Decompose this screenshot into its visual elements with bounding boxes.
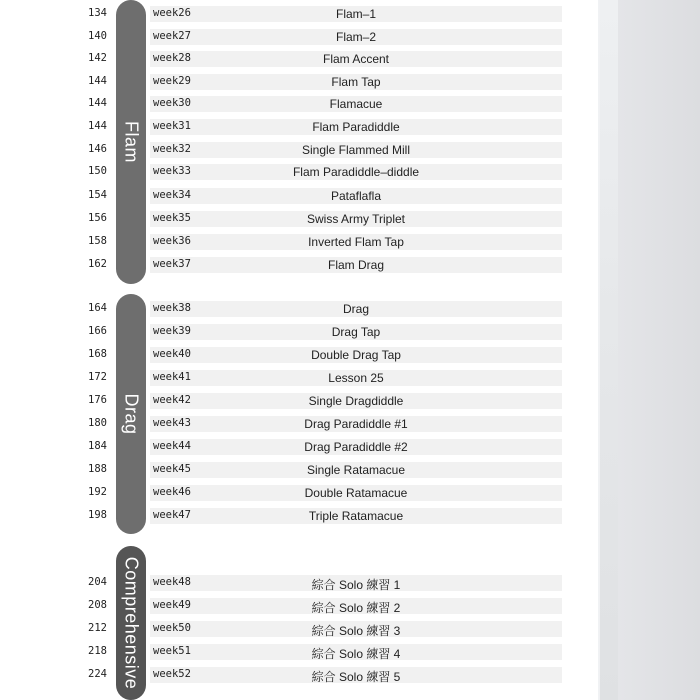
toc-row [0, 460, 598, 480]
lesson-title: Double Drag Tap [311, 348, 401, 362]
page-number: 154 [88, 189, 107, 201]
lesson-title: Flam Drag [327, 258, 384, 272]
week-label: week33 [153, 165, 191, 177]
toc-row [0, 232, 598, 252]
page-number: 134 [88, 7, 107, 19]
week-label: week28 [153, 52, 191, 64]
page-number: 188 [88, 463, 107, 475]
lesson-title: Flam Paradiddle–diddle [292, 165, 420, 179]
week-label: week39 [153, 325, 191, 337]
week-label: week51 [153, 645, 191, 657]
page-number: 162 [88, 258, 107, 270]
page-number: 158 [88, 235, 107, 247]
week-label: week31 [153, 120, 191, 132]
lesson-title: Single Flammed Mill [301, 143, 411, 157]
week-label: week45 [153, 463, 191, 475]
page-edge-strip [600, 0, 618, 700]
week-label: week46 [153, 486, 191, 498]
week-label: week38 [153, 302, 191, 314]
toc-row [0, 117, 598, 137]
page-number: 224 [88, 668, 107, 680]
lesson-title: Flamacue [329, 97, 383, 111]
toc-row [0, 391, 598, 411]
toc-row [0, 642, 598, 662]
week-label: week44 [153, 440, 191, 452]
page-number: 164 [88, 302, 107, 314]
toc-row [0, 209, 598, 229]
page-number: 208 [88, 599, 107, 611]
week-label: week36 [153, 235, 191, 247]
lesson-title: Flam–2 [335, 30, 376, 44]
week-label: week47 [153, 509, 191, 521]
toc-row [0, 49, 598, 69]
page-number: 172 [88, 371, 107, 383]
lesson-title: Triple Ratamacue [308, 509, 404, 523]
lesson-title: Flam Accent [322, 52, 390, 66]
lesson-title: Single Ratamacue [306, 463, 406, 477]
lesson-title: Single Dragdiddle [308, 394, 404, 408]
lesson-title: Flam Tap [331, 75, 381, 89]
lesson-title: Flam–1 [335, 7, 376, 21]
toc-row [0, 4, 598, 24]
page-edge-shadow [598, 0, 700, 700]
toc-row [0, 619, 598, 639]
toc-row [0, 414, 598, 434]
page-number: 176 [88, 394, 107, 406]
lesson-title: 綜合 Solo 練習 1 [311, 578, 401, 592]
lesson-title: 綜合 Solo 練習 4 [311, 647, 401, 661]
page-number: 144 [88, 75, 107, 87]
toc-row [0, 162, 598, 182]
week-label: week26 [153, 7, 191, 19]
lesson-title: 綜合 Solo 練習 3 [311, 624, 401, 638]
toc-row [0, 573, 598, 593]
toc-row [0, 665, 598, 685]
page-number: 212 [88, 622, 107, 634]
page-number: 144 [88, 120, 107, 132]
week-label: week40 [153, 348, 191, 360]
week-label: week29 [153, 75, 191, 87]
toc-row [0, 368, 598, 388]
week-label: week35 [153, 212, 191, 224]
lesson-title: Inverted Flam Tap [308, 235, 404, 249]
page-number: 198 [88, 509, 107, 521]
toc-row [0, 483, 598, 503]
lesson-title: 綜合 Solo 練習 5 [311, 670, 401, 684]
toc-row [0, 140, 598, 160]
section-label-flam: Flam [121, 121, 142, 163]
toc-row [0, 322, 598, 342]
toc-row [0, 72, 598, 92]
page-number: 166 [88, 325, 107, 337]
toc-row [0, 255, 598, 275]
page-number: 168 [88, 348, 107, 360]
page-number: 184 [88, 440, 107, 452]
toc-row [0, 345, 598, 365]
section-label-comprehensive: Comprehensive [121, 556, 142, 690]
lesson-title: 綜合 Solo 練習 2 [311, 601, 401, 615]
week-label: week50 [153, 622, 191, 634]
lesson-title: Drag Paradiddle #2 [304, 440, 408, 454]
toc-row [0, 27, 598, 47]
page-number: 218 [88, 645, 107, 657]
page-number: 204 [88, 576, 107, 588]
lesson-title: Flam Paradiddle [312, 120, 400, 134]
week-label: week42 [153, 394, 191, 406]
page-number: 144 [88, 97, 107, 109]
toc-row [0, 596, 598, 616]
toc-row [0, 299, 598, 319]
toc-row [0, 186, 598, 206]
page-number: 140 [88, 30, 107, 42]
week-label: week41 [153, 371, 191, 383]
week-label: week32 [153, 143, 191, 155]
page-number: 156 [88, 212, 107, 224]
page-number: 146 [88, 143, 107, 155]
lesson-title: Lesson 25 [328, 371, 384, 385]
section-label-drag: Drag [121, 393, 142, 435]
page-number: 150 [88, 165, 107, 177]
page-number: 192 [88, 486, 107, 498]
lesson-title: Drag Tap [331, 325, 381, 339]
toc-row [0, 506, 598, 526]
lesson-title: Double Ratamacue [304, 486, 408, 500]
lesson-title: Pataflafla [330, 189, 382, 203]
page-number: 142 [88, 52, 107, 64]
week-label: week34 [153, 189, 191, 201]
week-label: week30 [153, 97, 191, 109]
week-label: week27 [153, 30, 191, 42]
week-label: week43 [153, 417, 191, 429]
week-label: week48 [153, 576, 191, 588]
week-label: week37 [153, 258, 191, 270]
week-label: week49 [153, 599, 191, 611]
lesson-title: Swiss Army Triplet [306, 212, 405, 226]
week-label: week52 [153, 668, 191, 680]
lesson-title: Drag Paradiddle #1 [304, 417, 408, 431]
lesson-title: Drag [342, 302, 369, 316]
page-number: 180 [88, 417, 107, 429]
toc-row [0, 94, 598, 114]
toc-row [0, 437, 598, 457]
